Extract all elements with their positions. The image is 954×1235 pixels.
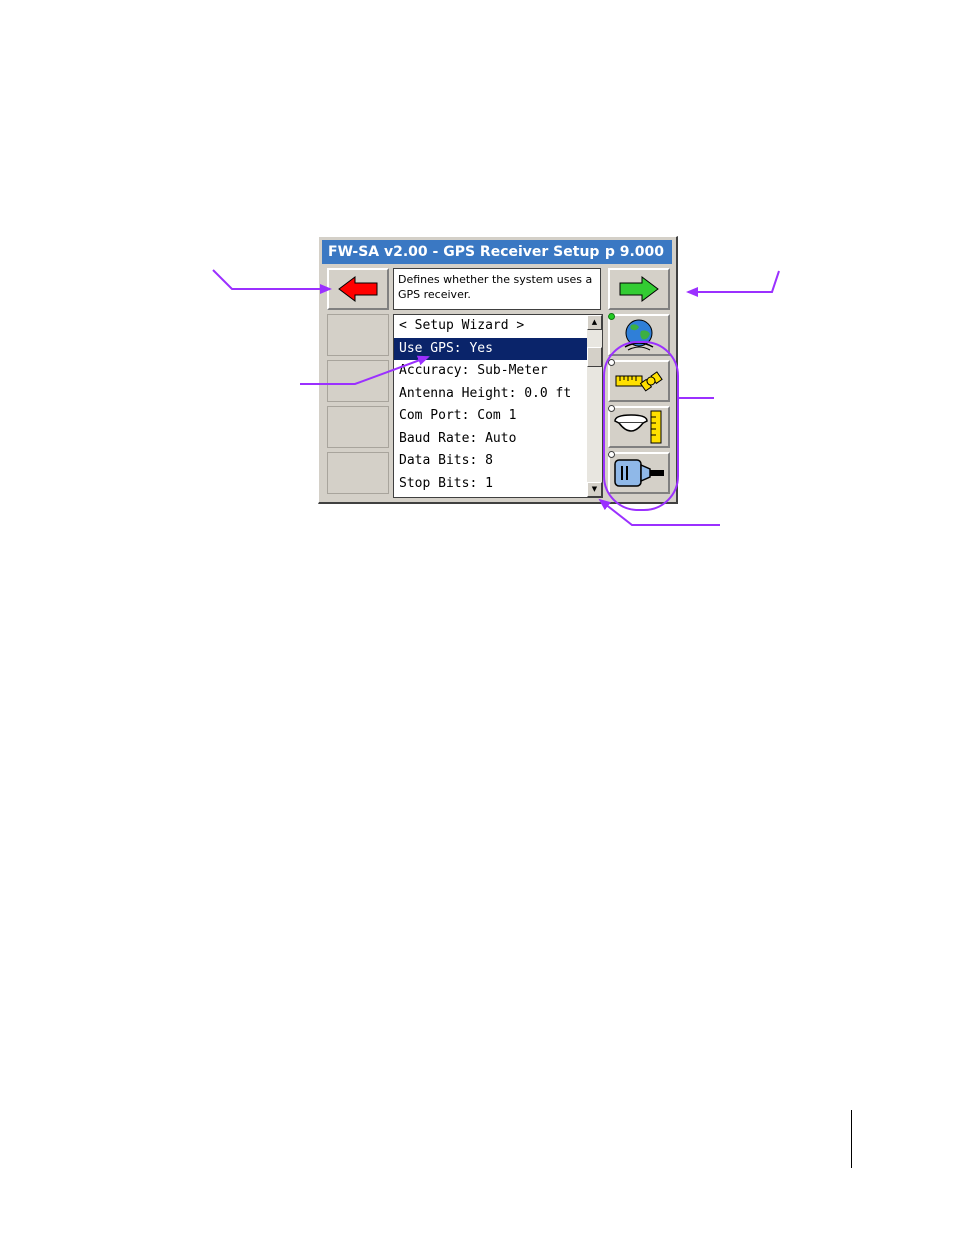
list-item-use-gps[interactable]: Use GPS: Yes <box>394 338 588 361</box>
list-item-com-port[interactable]: Com Port: Com 1 <box>399 408 517 423</box>
list-item-setup-wizard[interactable]: < Setup Wizard > <box>399 318 525 333</box>
gps-globe-button[interactable] <box>608 314 670 356</box>
antenna-ruler-icon <box>613 409 665 445</box>
globe-icon <box>619 317 659 353</box>
callout-back-arrow <box>213 270 330 289</box>
left-button-1[interactable] <box>327 314 389 356</box>
gps-setup-screen <box>318 236 678 504</box>
list-item-accuracy[interactable]: Accuracy: Sub-Meter <box>399 363 548 378</box>
next-button[interactable] <box>608 268 670 310</box>
ruler-satellite-icon <box>614 364 664 398</box>
back-button[interactable] <box>327 268 389 310</box>
settings-list[interactable] <box>393 314 603 498</box>
page-margin-rule <box>851 1110 852 1168</box>
connector-cable-icon <box>612 455 666 491</box>
indicator-measure <box>608 359 615 366</box>
list-item-baud-rate[interactable]: Baud Rate: Auto <box>399 430 517 446</box>
connection-button[interactable] <box>608 452 670 494</box>
scroll-thumb[interactable] <box>587 347 602 367</box>
measure-satellite-button[interactable] <box>608 360 670 402</box>
antenna-height-button[interactable] <box>608 406 670 448</box>
list-item-data-bits[interactable]: Data Bits: 8 <box>399 453 493 468</box>
list-scrollbar[interactable] <box>587 315 602 497</box>
list-item-stop-bits[interactable]: Stop Bits: 1 <box>399 475 493 491</box>
callout-next-arrow <box>688 271 779 292</box>
scroll-up-button[interactable]: ▲ <box>587 315 602 330</box>
scroll-down-button[interactable]: ▼ <box>587 482 602 497</box>
title-bar <box>322 240 672 264</box>
left-button-2[interactable] <box>327 360 389 402</box>
indicator-globe <box>608 313 615 320</box>
indicator-connection <box>608 451 615 458</box>
page-number: p 9.000 <box>604 244 664 260</box>
arrow-right-icon <box>618 275 660 303</box>
left-button-3[interactable] <box>327 406 389 448</box>
arrow-left-icon <box>337 275 379 303</box>
screen-title: FW-SA v2.00 - GPS Receiver Setup <box>328 244 600 260</box>
left-button-4[interactable] <box>327 452 389 494</box>
indicator-antenna <box>608 405 615 412</box>
list-item-antenna-height[interactable]: Antenna Height: 0.0 ft <box>399 385 572 401</box>
description-box: Defines whether the system uses a GPS receiver. <box>393 268 601 310</box>
